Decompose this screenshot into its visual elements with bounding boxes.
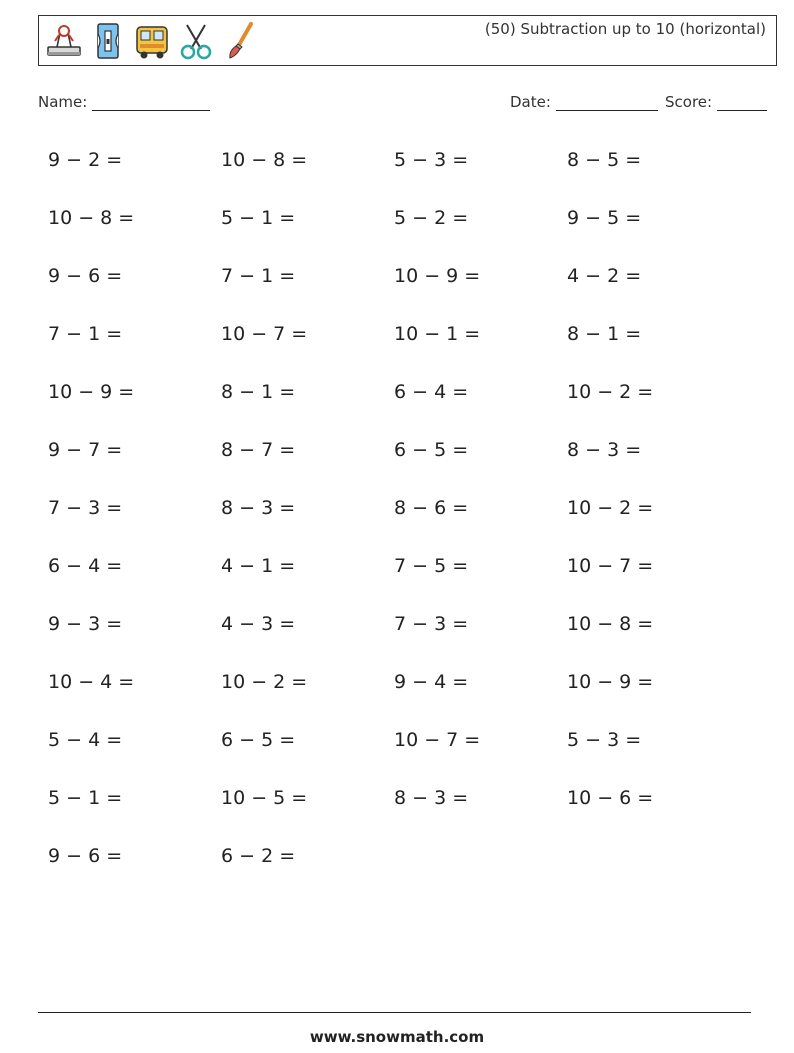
name-label: Name: <box>38 93 88 111</box>
problem-42: 6 − 5 = <box>221 729 296 751</box>
problem-24: 8 − 3 = <box>567 439 642 461</box>
name-blank[interactable] <box>92 96 210 111</box>
score-field <box>665 93 767 111</box>
problem-13: 7 − 1 = <box>48 323 123 345</box>
date-blank[interactable] <box>556 96 658 111</box>
problem-50: 6 − 2 = <box>221 845 296 867</box>
problem-44: 5 − 3 = <box>567 729 642 751</box>
problem-45: 5 − 1 = <box>48 787 123 809</box>
header-icons <box>45 21 259 61</box>
problem-23: 6 − 5 = <box>394 439 469 461</box>
binder-clip-icon <box>45 21 83 61</box>
problem-40: 10 − 9 = <box>567 671 654 693</box>
problem-2: 10 − 8 = <box>221 149 308 171</box>
problem-21: 9 − 7 = <box>48 439 123 461</box>
scissors-icon <box>177 21 215 61</box>
problem-25: 7 − 3 = <box>48 497 123 519</box>
score-label: Score: <box>665 93 713 111</box>
problem-48: 10 − 6 = <box>567 787 654 809</box>
problem-49: 9 − 6 = <box>48 845 123 867</box>
problem-14: 10 − 7 = <box>221 323 308 345</box>
problem-32: 10 − 7 = <box>567 555 654 577</box>
problem-29: 6 − 4 = <box>48 555 123 577</box>
problem-35: 7 − 3 = <box>394 613 469 635</box>
problem-9: 9 − 6 = <box>48 265 123 287</box>
problem-46: 10 − 5 = <box>221 787 308 809</box>
score-blank[interactable] <box>717 96 767 111</box>
worksheet-header <box>38 15 777 66</box>
problem-grid <box>48 145 740 899</box>
problem-31: 7 − 5 = <box>394 555 469 577</box>
pencil-sharpener-icon <box>89 21 127 61</box>
problem-47: 8 − 3 = <box>394 787 469 809</box>
problem-4: 8 − 5 = <box>567 149 642 171</box>
problem-1: 9 − 2 = <box>48 149 123 171</box>
problem-7: 5 − 2 = <box>394 207 469 229</box>
problem-33: 9 − 3 = <box>48 613 123 635</box>
problem-38: 10 − 2 = <box>221 671 308 693</box>
worksheet-title: (50) Subtraction up to 10 (horizontal) <box>484 20 766 38</box>
problem-36: 10 − 8 = <box>567 613 654 635</box>
problem-41: 5 − 4 = <box>48 729 123 751</box>
footer-divider <box>38 1012 751 1013</box>
problem-18: 8 − 1 = <box>221 381 296 403</box>
date-label: Date: <box>510 93 551 111</box>
name-field <box>38 93 210 111</box>
problem-39: 9 − 4 = <box>394 671 469 693</box>
footer-website: www.snowmath.com <box>309 1028 485 1046</box>
problem-12: 4 − 2 = <box>567 265 642 287</box>
problem-11: 10 − 9 = <box>394 265 481 287</box>
problem-34: 4 − 3 = <box>221 613 296 635</box>
problem-22: 8 − 7 = <box>221 439 296 461</box>
problem-16: 8 − 1 = <box>567 323 642 345</box>
problem-6: 5 − 1 = <box>221 207 296 229</box>
problem-43: 10 − 7 = <box>394 729 481 751</box>
problem-5: 10 − 8 = <box>48 207 135 229</box>
problem-17: 10 − 9 = <box>48 381 135 403</box>
problem-3: 5 − 3 = <box>394 149 469 171</box>
problem-20: 10 − 2 = <box>567 381 654 403</box>
problem-19: 6 − 4 = <box>394 381 469 403</box>
problem-37: 10 − 4 = <box>48 671 135 693</box>
problem-26: 8 − 3 = <box>221 497 296 519</box>
problem-8: 9 − 5 = <box>567 207 642 229</box>
problem-30: 4 − 1 = <box>221 555 296 577</box>
problem-15: 10 − 1 = <box>394 323 481 345</box>
date-field <box>510 93 658 111</box>
paintbrush-icon <box>221 21 259 61</box>
school-bus-icon <box>133 21 171 61</box>
problem-10: 7 − 1 = <box>221 265 296 287</box>
problem-28: 10 − 2 = <box>567 497 654 519</box>
problem-27: 8 − 6 = <box>394 497 469 519</box>
